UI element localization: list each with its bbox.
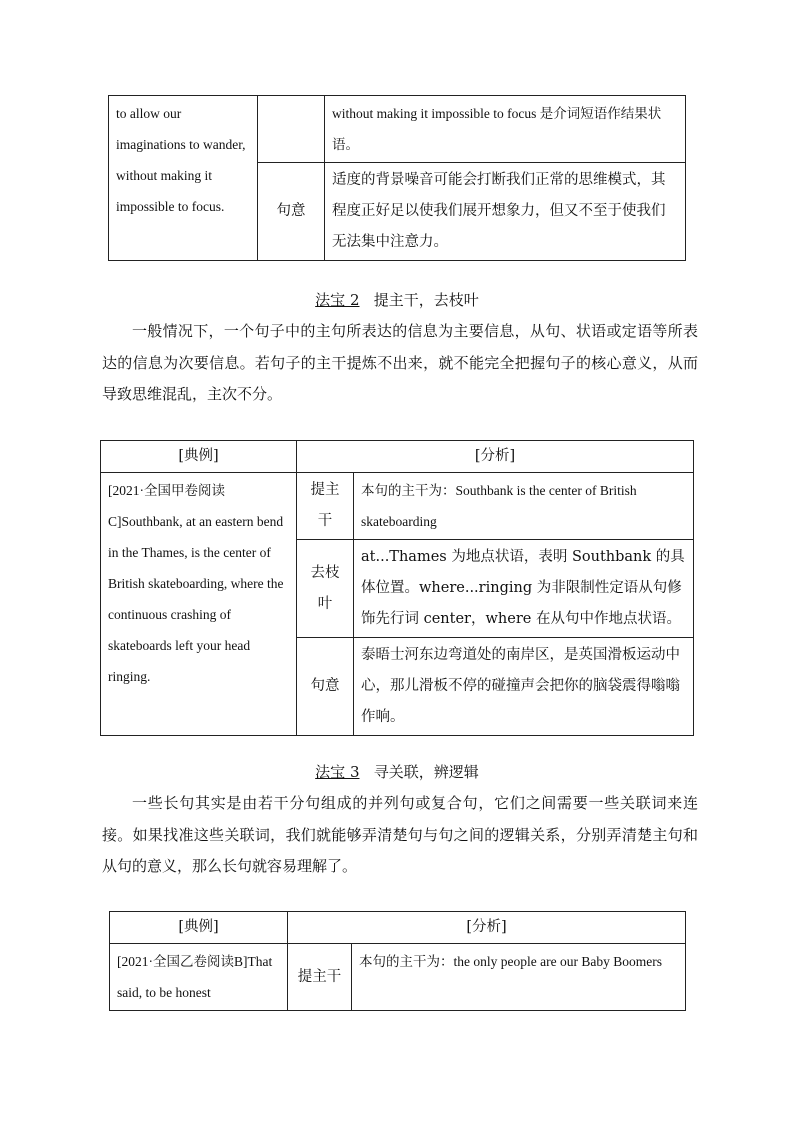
example-sentence-cell — [109, 96, 258, 261]
example-sentence: [2021·全国甲卷阅读C]Southbank, at an eastern bend in the Thames, is the center of British skateboarding, where the continuous crashing of skateboards left your head ringing. — [108, 483, 284, 684]
example-sentence-cell — [110, 944, 288, 1011]
analysis-branch-text: at...Thames 为地点状语，表明 Southbank 的具体位置。where...ringing 为非限制性定语从句修饰先行词 center，where 在从句中作地点状语。 — [361, 549, 685, 627]
section-heading-2 — [0, 288, 794, 312]
analysis-meaning-text: 泰晤士河东边弯道处的南岸区，是英国滑板运动中心，那儿滑板不停的碰撞声会把你的脑袋震得嗡嗡作响。 — [361, 647, 680, 725]
translation-text: 适度的背景噪音可能会打断我们正常的思维模式，其程度正好足以使我们展开想象力，但又不至于使我们无法集中注意力。 — [332, 172, 666, 250]
header-example: [典例] — [110, 912, 288, 944]
example-sentence: [2021·全国乙卷阅读B]That said, to be honest — [117, 954, 273, 1000]
example-sentence: to allow our imaginations to wander, without making it impossible to focus. — [116, 106, 246, 214]
analysis-main-text: 本句的主干为：Southbank is the center of British skateboarding — [361, 483, 637, 529]
row-label-branch: 去枝叶 — [297, 540, 354, 638]
analysis-text: without making it impossible to focus 是介词短语作结果状语。 — [332, 106, 662, 152]
row-label-main: 提主干 — [288, 944, 352, 1011]
analysis-table-2 — [100, 440, 694, 736]
analysis-meaning — [354, 638, 694, 736]
header-analysis: [分析] — [288, 912, 686, 944]
section-title: 提主干，去枝叶 — [373, 291, 479, 309]
example-sentence-cell — [101, 473, 297, 736]
analysis-main — [352, 944, 686, 1011]
analysis-table-3 — [109, 911, 686, 1011]
analysis-main — [354, 473, 694, 540]
row-label: 句意 — [258, 163, 325, 261]
analysis-branch — [354, 540, 694, 638]
section-title: 寻关联，辨逻辑 — [373, 763, 479, 781]
section-heading-3 — [0, 760, 794, 784]
analysis-main-text: 本句的主干为：the only people are our Baby Boomers — [359, 954, 662, 969]
section-label: 法宝 3 — [315, 763, 360, 781]
row-label-meaning: 句意 — [297, 638, 354, 736]
section-label: 法宝 2 — [315, 291, 360, 309]
analysis-cell — [325, 96, 686, 163]
analysis-table-1 — [108, 95, 686, 261]
row-label-main: 提主干 — [297, 473, 354, 540]
translation-cell — [325, 163, 686, 261]
section-paragraph-3: 一些长句其实是由若干分句组成的并列句或复合句，它们之间需要一些关联词来连接。如果找准这些关联词，我们就能够弄清楚句与句之间的逻辑关系，分别弄清楚主句和从句的意义，那么长句就容易理解了。 — [102, 794, 698, 875]
empty-label-cell — [258, 96, 325, 163]
header-example: [典例] — [101, 441, 297, 473]
section-paragraph-2: 一般情况下，一个句子中的主句所表达的信息为主要信息，从句、状语或定语等所表达的信息为次要信息。若句子的主干提炼不出来，就不能完全把握句子的核心意义，从而导致思维混乱，主次不分。 — [102, 322, 698, 403]
header-analysis: [分析] — [297, 441, 694, 473]
